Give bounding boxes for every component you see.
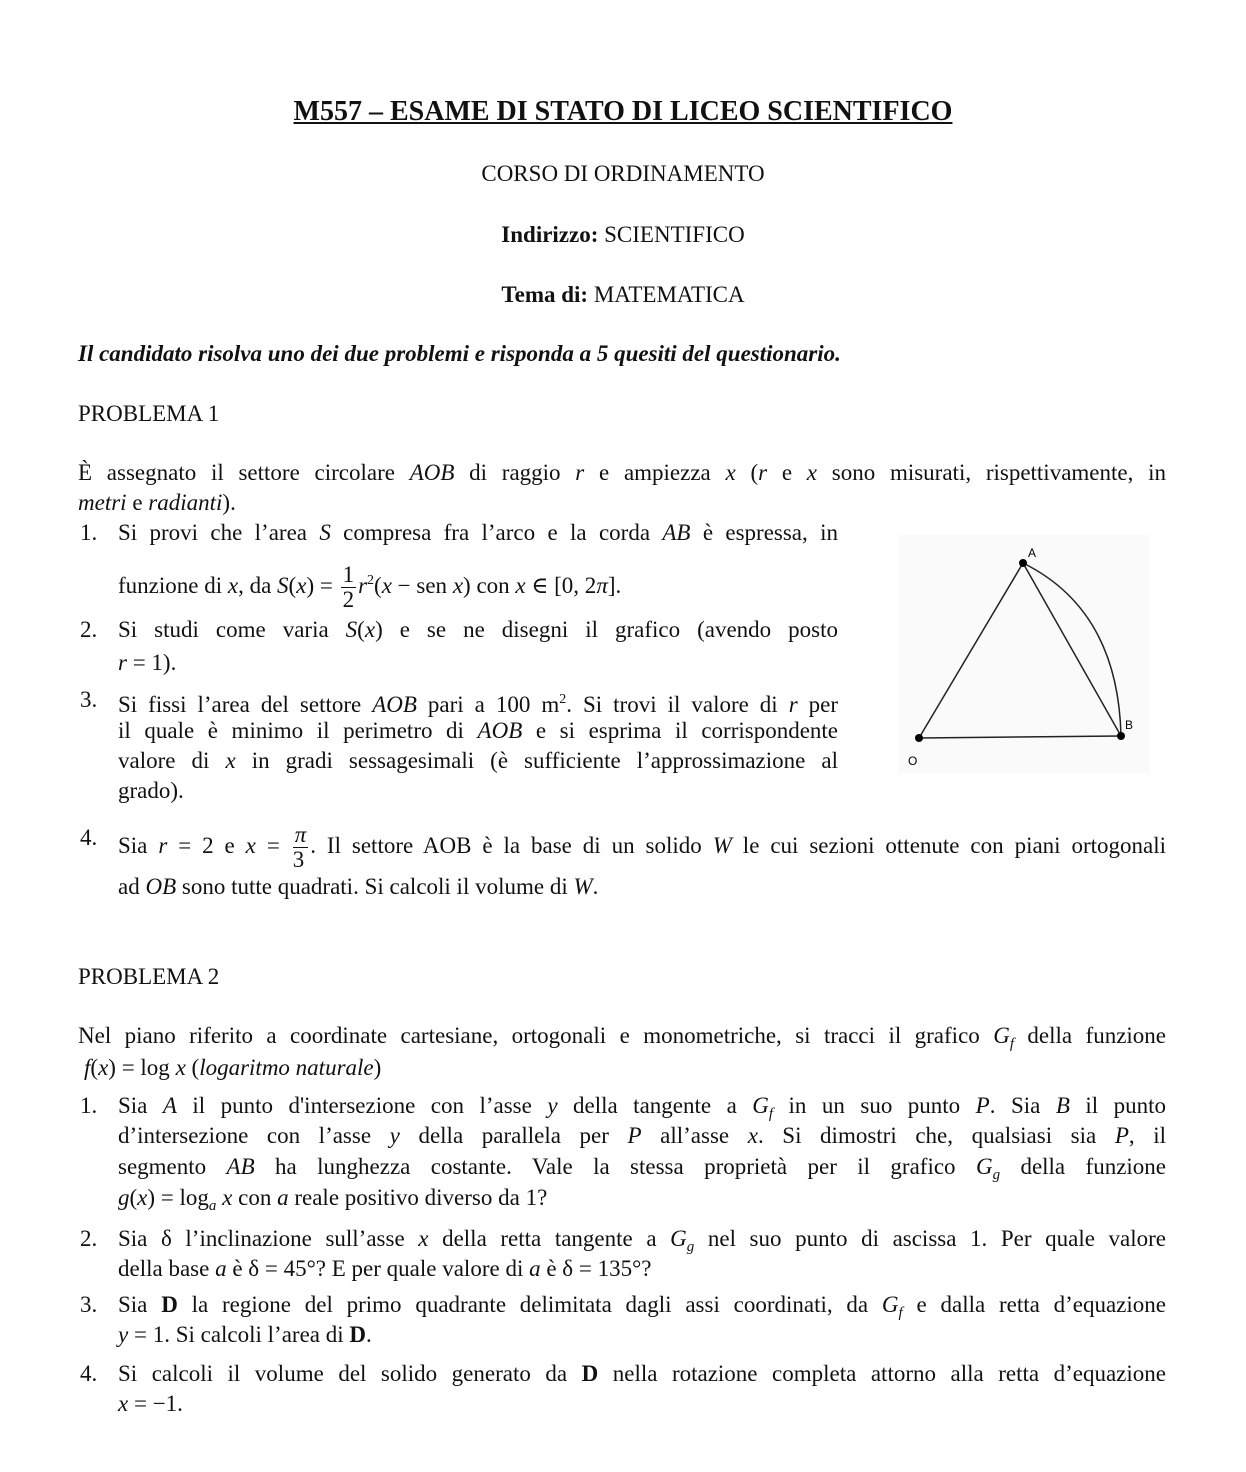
text-segment: .	[592, 874, 599, 899]
text-segment: (	[374, 572, 382, 598]
text-segment: (	[357, 617, 365, 642]
problem-1-item-3-line	[118, 685, 838, 720]
text-segment: con	[232, 1185, 278, 1210]
text-segment: segmento	[118, 1154, 227, 1179]
text-segment: e dalla retta d’equazione	[902, 1292, 1166, 1317]
text-segment: G	[670, 1226, 687, 1251]
problem-1-item-4-line	[118, 823, 1166, 872]
problem-1-item-1-line	[118, 563, 838, 612]
text-segment: Sia	[118, 1292, 162, 1317]
text-segment: . Si dimostri che, qualsiasi sia	[757, 1123, 1115, 1148]
text-segment: x	[222, 1185, 233, 1210]
text-segment: r	[358, 572, 368, 598]
text-segment: . Sia	[989, 1093, 1056, 1118]
text-segment: G	[881, 1292, 899, 1317]
text-segment: AB	[226, 1154, 255, 1179]
text-segment: Si fissi l’area del settore	[118, 692, 373, 717]
text-segment: sono tutte quadrati. Si calcoli il volume di	[176, 874, 574, 899]
text-segment: (	[90, 1055, 99, 1080]
text-segment: nella rotazione completa attorno alla retta d’equazione	[598, 1361, 1166, 1386]
text-segment: reale positivo diverso da 1?	[288, 1185, 548, 1210]
text-segment: (	[735, 460, 759, 485]
problem-1-item-3-line	[118, 746, 838, 776]
fraction-denominator: 3	[292, 847, 305, 872]
problem-1-item-2-line	[118, 615, 838, 645]
text-segment: per	[797, 692, 838, 717]
text-segment: (	[185, 1055, 200, 1080]
problem-2-item-3-line	[118, 1320, 1166, 1350]
problem-2-item-4-line	[118, 1359, 1166, 1389]
text-segment: compresa fra l’arco e la corda	[330, 520, 663, 545]
subject-value: MATEMATICA	[588, 282, 745, 307]
text-segment: S	[345, 617, 358, 642]
problem-1-intro-line	[78, 458, 1166, 488]
text-segment: r	[118, 650, 127, 675]
text-segment: r	[758, 460, 768, 485]
text-segment: x	[452, 572, 464, 598]
text-segment: g	[118, 1185, 130, 1210]
problem-2-item-1-line	[118, 1121, 1166, 1151]
text-segment: x	[418, 1226, 429, 1251]
course-line: CORSO DI ORDINAMENTO	[481, 161, 765, 186]
text-segment: Sia	[118, 832, 159, 858]
text-segment: 2	[559, 692, 567, 707]
text-segment: 2	[367, 572, 375, 588]
text-segment: x	[225, 748, 236, 773]
label-a: A	[1028, 546, 1037, 560]
problem-2-item-1-line	[118, 1183, 1166, 1221]
problem-2-item-4-line	[118, 1389, 1166, 1419]
fraction-numerator: π	[294, 822, 307, 847]
text-segment: π	[596, 572, 608, 598]
text-segment: è δ = 135°?	[540, 1256, 652, 1281]
text-segment: B	[1055, 1093, 1070, 1118]
text-segment: a	[215, 1256, 227, 1281]
text-segment: x	[296, 572, 307, 598]
text-segment: È assegnato il settore circolare	[78, 460, 410, 485]
text-segment: ) e se ne disegni il grafico (avendo posto	[375, 617, 839, 642]
text-segment: in gradi sessagesimali (è sufficiente l’approssimazione al	[235, 748, 838, 773]
text-segment: (	[288, 572, 297, 598]
item-number: 3.	[80, 687, 98, 712]
sector-figure	[898, 535, 1150, 773]
instruction: Il candidato risolva uno dei due problemi e risponda a 5 quesiti del questionario.	[78, 341, 841, 366]
text-segment: di raggio	[454, 460, 576, 485]
text-segment: x	[227, 572, 239, 598]
text-segment: P	[1114, 1123, 1129, 1148]
problem-1-item-4-line	[118, 872, 1166, 902]
text-segment: D	[161, 1292, 178, 1317]
text-segment: x	[98, 1055, 109, 1080]
text-segment: . Il settore AOB è la base di un solido	[310, 832, 713, 858]
text-segment: r	[788, 692, 798, 717]
subject-line	[0, 280, 1246, 310]
text-segment: G	[752, 1093, 769, 1118]
text-segment: all’asse	[641, 1123, 748, 1148]
text-segment: AOB	[409, 460, 455, 485]
text-segment: Si studi come varia	[118, 617, 346, 642]
label-b: B	[1125, 718, 1134, 732]
text-segment: della base	[118, 1256, 216, 1281]
text-segment: AOB	[372, 692, 417, 717]
fraction-denominator: 2	[342, 587, 355, 612]
text-segment: Si provi che l’area	[118, 520, 320, 545]
text-segment: e	[126, 490, 149, 515]
point-a	[1019, 559, 1027, 567]
segment-oa	[919, 563, 1023, 738]
text-segment: G	[975, 1154, 993, 1179]
sector-aob-diagram	[898, 535, 1150, 773]
text-segment: G	[993, 1023, 1010, 1048]
text-segment: r	[158, 832, 168, 858]
text-segment: OB	[145, 874, 177, 899]
text-segment: g	[686, 1239, 695, 1255]
problem-1-intro-line	[78, 488, 1166, 518]
text-segment: grado).	[118, 778, 184, 803]
text-segment: W	[712, 832, 732, 858]
page-title: M557 – ESAME DI STATO DI LICEO SCIENTIFICO	[293, 96, 953, 127]
item-number: 1.	[80, 520, 98, 545]
label-o: O	[908, 754, 918, 768]
item-number: 2.	[80, 1226, 98, 1251]
problem-1-item-1-line	[118, 518, 838, 548]
text-segment: (	[129, 1185, 138, 1210]
text-segment: e si esprima il corrispondente	[522, 718, 839, 743]
text-segment: e	[767, 460, 807, 485]
problem-2-item-2-line	[118, 1254, 1166, 1284]
text-segment: della retta tangente a	[428, 1226, 671, 1251]
problem-2-heading: PROBLEMA 2	[78, 964, 220, 989]
text-segment: = 2 e	[167, 832, 246, 858]
text-segment: della funzione	[1014, 1023, 1166, 1048]
text-segment: metri	[78, 490, 127, 515]
text-segment: ) =	[306, 572, 339, 598]
text-segment: x	[118, 1391, 129, 1416]
text-segment: AOB	[477, 718, 523, 743]
text-segment: D	[581, 1361, 599, 1386]
text-segment: P	[627, 1123, 642, 1148]
text-segment: è δ = 45°? E per quale valore di	[226, 1256, 530, 1281]
text-segment: x	[747, 1123, 758, 1148]
text-segment: = 1).	[126, 650, 177, 675]
item-number: 4.	[80, 825, 98, 850]
point-b	[1117, 732, 1125, 740]
text-segment: W	[573, 874, 593, 899]
text-segment: , il	[1128, 1123, 1167, 1148]
text-segment: r	[575, 460, 585, 485]
text-segment: a	[529, 1256, 541, 1281]
text-segment: = 1. Si calcoli l’area di	[128, 1322, 350, 1347]
text-segment: x	[137, 1185, 148, 1210]
text-segment: )	[373, 1055, 382, 1080]
text-segment: x	[381, 572, 392, 598]
text-segment: le cui sezioni ottenute con piani ortogonali	[731, 832, 1167, 858]
text-segment: ) = log	[147, 1185, 209, 1210]
text-segment: pari a 100 m	[416, 692, 560, 717]
item-number: 4.	[80, 1361, 98, 1386]
fraction	[293, 823, 309, 872]
text-segment: , da	[238, 572, 278, 598]
text-segment: x	[175, 1055, 186, 1080]
chord-ab	[1023, 563, 1121, 736]
text-segment: della parallela per	[399, 1123, 628, 1148]
address-label: Indirizzo:	[501, 222, 599, 247]
text-segment: Sia	[118, 1093, 163, 1118]
text-segment: S	[319, 520, 331, 545]
problem-2-intro-line	[84, 1053, 1172, 1083]
text-segment: il punto	[1069, 1093, 1167, 1118]
text-segment: . Si trovi il valore di	[566, 692, 789, 717]
text-segment: logaritmo naturale	[199, 1055, 374, 1080]
fraction-numerator: 1	[342, 562, 355, 587]
text-segment: P	[975, 1093, 990, 1118]
text-segment: è espressa, in	[690, 520, 838, 545]
text-segment: =	[255, 832, 291, 858]
text-segment: e ampiezza	[584, 460, 726, 485]
text-segment: AB	[662, 520, 691, 545]
problem-1-item-2-line	[118, 648, 838, 678]
text-segment: ) con	[463, 572, 516, 598]
text-segment: f	[1009, 1036, 1014, 1052]
text-segment: = −1.	[128, 1391, 183, 1416]
problem-1-item-3-line	[118, 716, 838, 746]
address-value: SCIENTIFICO	[598, 222, 745, 247]
problem-1-item-3-line	[118, 776, 838, 806]
text-segment: y	[118, 1322, 129, 1347]
text-segment: ) = log	[108, 1055, 176, 1080]
text-segment: ∈ [0, 2	[525, 572, 597, 598]
text-segment: d’intersezione con l’asse	[118, 1123, 390, 1148]
text-segment: ].	[607, 572, 622, 598]
fraction	[341, 563, 357, 612]
text-segment: x	[515, 572, 526, 598]
text-segment: il punto d'intersezione con l’asse	[176, 1093, 548, 1118]
text-segment: radianti	[148, 490, 223, 515]
text-segment: ha lunghezza costante. Vale la stessa proprietà per il grafico	[254, 1154, 976, 1179]
item-number: 3.	[80, 1292, 98, 1317]
text-segment: ad	[118, 874, 146, 899]
text-segment: Si calcoli il volume del solido generato da	[118, 1361, 582, 1386]
text-segment: y	[547, 1093, 558, 1118]
text-segment: f	[768, 1106, 774, 1122]
text-segment: a	[208, 1198, 217, 1214]
problem-1-heading: PROBLEMA 1	[78, 401, 220, 426]
text-segment: .	[366, 1322, 372, 1347]
text-segment: D	[349, 1322, 367, 1347]
text-segment: nel suo punto di ascissa 1. Per quale valore	[694, 1226, 1166, 1251]
text-segment: la regione del primo quadrante delimitata dagli assi coordinati, da	[177, 1292, 882, 1317]
text-segment: a	[277, 1185, 289, 1210]
item-number: 1.	[80, 1093, 98, 1118]
text-segment: funzione di	[118, 572, 228, 598]
text-segment: Sia δ l’inclinazione sull’asse	[118, 1226, 419, 1251]
text-segment: della funzione	[1000, 1154, 1166, 1179]
text-segment: x	[364, 617, 376, 642]
subject-label: Tema di:	[501, 282, 589, 307]
text-segment: y	[389, 1123, 400, 1148]
text-segment: il quale è minimo il perimetro di	[118, 718, 478, 743]
text-segment: A	[162, 1093, 177, 1118]
point-o	[915, 734, 923, 742]
segment-ob	[919, 736, 1121, 738]
text-segment: f	[84, 1055, 91, 1080]
text-segment: S	[277, 572, 289, 598]
text-segment: x	[725, 460, 736, 485]
item-number: 2.	[80, 617, 98, 642]
text-segment: della tangente a	[557, 1093, 753, 1118]
text-segment: − sen	[391, 572, 453, 598]
text-segment: valore di	[118, 748, 226, 773]
text-segment: sono misurati, rispettivamente, in	[817, 460, 1166, 485]
text-segment: Nel piano riferito a coordinate cartesiane, ortogonali e monometriche, si tracci il grafico	[78, 1023, 994, 1048]
text-segment: x	[806, 460, 818, 485]
text-segment: in un suo punto	[773, 1093, 976, 1118]
address-line	[0, 220, 1246, 250]
text-segment: ).	[222, 490, 236, 515]
text-segment: x	[245, 832, 256, 858]
text-segment: f	[898, 1305, 903, 1321]
text-segment: g	[992, 1167, 1001, 1183]
